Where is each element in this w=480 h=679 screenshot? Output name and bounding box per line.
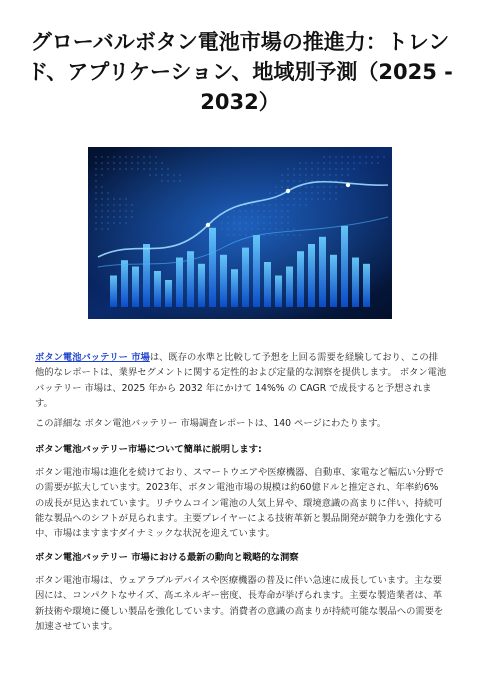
hero-bar <box>319 237 326 307</box>
intro-text: は、既存の水準と比較して予想を上回る需要を経験しており、この排他的なレポートは、業界セグメントに関する定性的および定量的な洞察を提供します。 ボタン電池バッテリー 市場は、2025 年から 2032 年にかけて 14%% の CAGR で成長すると予想されます。 <box>35 352 447 409</box>
hero-bar <box>143 244 150 307</box>
hero-bar <box>176 258 183 308</box>
section1-body: ボタン電池市場は進化を続けており、スマートウエアや医療機器、自動車、家電など幅広い分野での需要が拡大しています。2023年、ボタン電池市場の規模は約60億ドルと推定され、年率約6%の成長が見込まれています。リチウムコイン電池の人気上昇や、環境意識の高まりに伴い、持続可能な製品へのシフトが見られます。主要プレイヤーによる技術革新と製品開発が競争力を強化する中、市場はますますダイナミックな状況を迎えています。 <box>35 467 444 540</box>
pages-note: この詳細な ボタン電池バッテリー 市場調査レポートは、140 ページにわたります。 <box>35 418 387 429</box>
hero-bar <box>231 269 238 307</box>
hero-point <box>286 189 290 193</box>
market-link[interactable]: ボタン電池バッテリー 市場 <box>35 352 150 363</box>
hero-bar <box>220 255 227 307</box>
hero-point <box>206 223 210 227</box>
hero-bar <box>165 280 172 307</box>
hero-bar <box>286 267 293 308</box>
hero-bar <box>132 267 139 308</box>
hero-bar <box>253 235 260 307</box>
hero-bar <box>110 276 117 308</box>
hero-bar <box>330 255 337 307</box>
section2-body: ボタン電池市場は、ウェアラブルデバイスや医療機器の普及に伴い急速に成長しています。主な要因には、コンパクトなサイズ、高エネルギー密度、長寿命が挙げられます。主要な製造業者は、革新技術や環境に優しい製品を強化しています。消費者の意識の高まりが持続可能な製品への需要を加速させています。 <box>35 575 444 632</box>
section1-heading: ボタン電池バッテリー市場について簡単に説明します: <box>35 444 262 455</box>
hero-bar <box>297 251 304 307</box>
intro-paragraph <box>35 350 447 411</box>
hero-bar <box>264 262 271 307</box>
hero-bar <box>363 264 370 307</box>
hero-bar <box>209 228 216 307</box>
hero-bar <box>121 260 128 307</box>
section2-heading: ボタン電池バッテリー 市場における最新の動向と戦略的な洞察 <box>35 552 299 563</box>
hero-image <box>88 147 392 319</box>
hero-bar <box>154 271 161 307</box>
hero-bar <box>198 264 205 307</box>
hero-bar <box>341 226 348 307</box>
hero-bar <box>242 248 249 307</box>
hero-point <box>346 183 350 187</box>
hero-bar <box>352 258 359 308</box>
page-title: グローバルボタン電池市場の推進力：トレンド、アプリケーション、地域別予測（2025 - 2032） <box>27 30 453 114</box>
hero-bar <box>308 244 315 307</box>
hero-bar <box>275 276 282 308</box>
